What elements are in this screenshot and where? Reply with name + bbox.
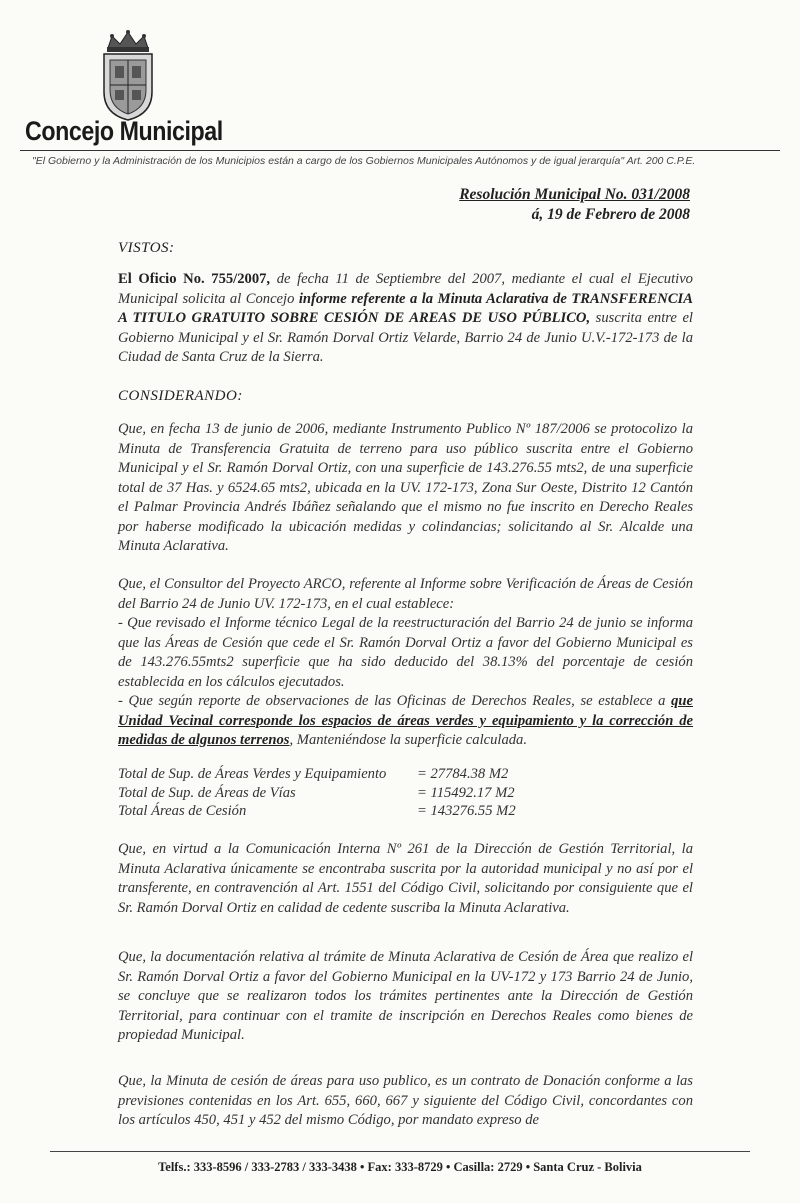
- item-2-text-b: , Manteniéndose la superficie calculada.: [289, 732, 527, 748]
- table-row: [118, 785, 516, 804]
- table-row: [118, 766, 516, 785]
- vistos-subject: informe referente a la Minuta Aclarativa de TRANSFERENCIA A TITULO GRATUITO SOBRE CESIÓN DE AREAS DE USO PÚBLICO,: [118, 290, 693, 326]
- considerando-paragraph-3: Que, en virtud a la Comunicación Interna Nº 261 de la Dirección de Gestión Territorial, la Minuta Aclarativa únicamente se encontraba suscrita por la autoridad municipal y no así por el transferente, en contravención al Art. 1551 del Código Civil, solicitando por consiguiente que el Sr. Ramón Dorval Ortiz en calidad de cedente suscriba la Minuta Aclarativa.: [118, 841, 693, 916]
- vistos-text-1: de fecha 11 de Septiembre del 2007, mediante el cual el Ejecutivo Municipal solicita al Concejo: [118, 271, 693, 307]
- considerando-paragraph-1: Que, en fecha 13 de junio de 2006, mediante Instrumento Publico Nº 187/2006 se protocolizo la Minuta de Transferencia Gratuita de terreno para uso público suscrita entre el Gobierno Municipal y el Sr. Ramón Dorval Ortiz, con una superficie de 143.276.55 mts2, de una superficie total de 37 Has. y 6524.65 mts2, ubicada en la UV. 172-173, Zona Sur Oeste, Distrito 12 Cantón el Palmar Provincia Andrés Ibáñez señalando que el mismo no fue inscrito en Derecho Reales por haberse modificado la ubicación medidas y colindancias; solicitando al Sr. Alcalde una Minuta Aclarativa.: [118, 421, 693, 554]
- total-value: = 143276.55 M2: [417, 803, 516, 819]
- footer-contact: Telfs.: 333-8596 / 333-2783 / 333-3438 • Fax: 333-8729 • Casilla: 2729 • Santa Cruz - Bolivia: [158, 1160, 642, 1174]
- organization-name: Concejo Municipal: [25, 116, 223, 146]
- header-divider: [20, 150, 780, 151]
- item-2-text-a: - Que según reporte de observaciones de las Oficinas de Derechos Reales, se establece a: [118, 693, 672, 709]
- considerando-heading: CONSIDERANDO:: [118, 388, 243, 404]
- item-2-highlight: que Unidad Vecinal corresponde los espacios de áreas verdes y equipamiento y la corrección de medidas de algunos terrenos: [118, 693, 693, 748]
- oficio-reference: El Oficio No. 755/2007,: [118, 271, 271, 287]
- footer-divider: [50, 1151, 750, 1152]
- considerando-paragraph-4: Que, la documentación relativa al trámite de Minuta Aclarativa de Cesión de Área que realizo el Sr. Ramón Dorval Ortiz a favor del Gobierno Municipal en la UV-172 y 173 Barrio 24 de Junio, se concluye que se realizaron todos los trámites pertinentes ante la Dirección de Gestión Territorial, para continuar con el tramite de inscripción en Derechos Reales como bienes de propiedad Municipal.: [118, 949, 693, 1043]
- resolution-date: á, 19 de Febrero de 2008: [531, 206, 690, 223]
- total-label: Total de Sup. de Áreas Verdes y Equipamiento: [118, 766, 387, 782]
- header-motto: "El Gobierno y la Administración de los Municipios están a cargo de los Gobiernos Municipales Autónomos y de igual jerarquía" Art. 200 C.P.E.: [32, 155, 696, 167]
- paragraph-2-item-2: [118, 692, 693, 751]
- vistos-text-2: suscrita entre el Gobierno Municipal y el Sr. Ramón Dorval Ortiz Velarde, Barrio 24 de Junio U.V.-172-173 de la Ciudad de Santa Cruz de la Sierra.: [118, 310, 693, 365]
- paragraph-2-intro: Que, el Consultor del Proyecto ARCO, referente al Informe sobre Verificación de Áreas de Cesión del Barrio 24 de Junio UV. 172-173, en el cual establece:: [118, 576, 693, 612]
- resolution-title: Resolución Municipal No. 031/2008: [459, 186, 690, 203]
- surface-totals-table: [118, 766, 516, 822]
- total-label: Total Áreas de Cesión: [118, 803, 247, 819]
- vistos-paragraph: [118, 270, 693, 368]
- considerando-paragraph-5: Que, la Minuta de cesión de áreas para uso publico, es un contrato de Donación conforme a las previsiones contenidas en los Art. 655, 660, 667 y siguiente del Código Civil, concordantes con los artículos 450, 451 y 452 del mismo Código, por mandato expreso de: [118, 1073, 693, 1128]
- total-value: = 27784.38 M2: [417, 766, 509, 782]
- vistos-heading: VISTOS:: [118, 240, 175, 256]
- total-value: = 115492.17 M2: [417, 784, 515, 801]
- paragraph-2-item-1: - Que revisado el Informe técnico Legal de la reestructuración del Barrio 24 de junio se informa que las Áreas de Cesión que cede el Sr. Ramón Dorval Ortiz a favor del Gobierno Municipal es de 143.276.55mts2 superficie que ha sido deducido del 38.13% del porcentaje de cesión establecida en los cálculos ejecutados.: [118, 615, 693, 690]
- coat-of-arms-icon: [90, 30, 166, 122]
- table-row: [118, 803, 516, 822]
- total-label: Total de Sup. de Áreas de Vías: [118, 784, 296, 801]
- considerando-paragraph-2: [118, 575, 693, 751]
